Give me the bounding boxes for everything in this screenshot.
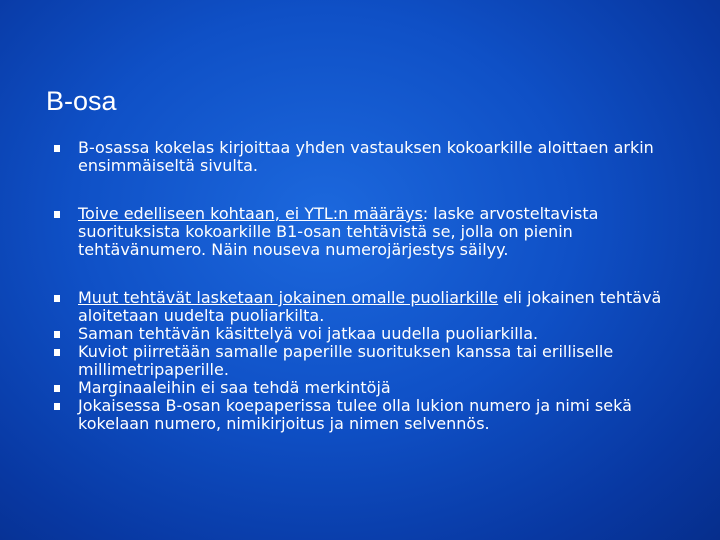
underlined-text: Muut tehtävät lasketaan jokainen omalle puoliarkille [78,288,499,307]
square-bullet-icon [54,211,60,218]
bullet-text [78,205,694,259]
bullet-item [54,325,694,343]
bullet-item [54,139,694,175]
bullet-list [54,139,694,433]
square-bullet-icon [54,331,60,338]
bullet-text [78,289,694,325]
bullet-text: Saman tehtävän käsittelyä voi jatkaa uudella puoliarkilla. [78,324,539,343]
bullet-text: Kuviot piirretään samalle paperille suorituksen kanssa tai erilliselle millimetripaperille. [78,342,614,379]
underlined-text: Toive edelliseen kohtaan, ei YTL:n määräys [78,204,423,223]
bullet-text-rest: : laske arvosteltavista suorituksista kokoarkille B1-osan tehtävistä se, jolla on pienin tehtävänumero. Näin nouseva numerojärjestys säilyy. [78,204,599,259]
bullet-item [54,343,694,379]
bullet-text: B-osassa kokelas kirjoittaa yhden vastauksen kokoarkille aloittaen arkin ensimmäiseltä sivulta. [78,138,654,175]
square-bullet-icon [54,385,60,392]
bullet-text: Marginaaleihin ei saa tehdä merkintöjä [78,378,391,397]
bullet-text: Jokaisessa B-osan koepaperissa tulee olla lukion numero ja nimi sekä kokelaan numero, nimikirjoitus ja nimen selvennös. [78,396,632,433]
bullet-item [54,205,694,259]
square-bullet-icon [54,145,60,152]
square-bullet-icon [54,295,60,302]
square-bullet-icon [54,403,60,410]
bullet-item [54,397,694,433]
square-bullet-icon [54,349,60,356]
slide-title: B-osa [46,86,117,116]
bullet-item [54,289,694,325]
bullet-text-rest: eli jokainen tehtävä aloitetaan uudelta puoliarkilta. [78,288,662,325]
bullet-item [54,379,694,397]
